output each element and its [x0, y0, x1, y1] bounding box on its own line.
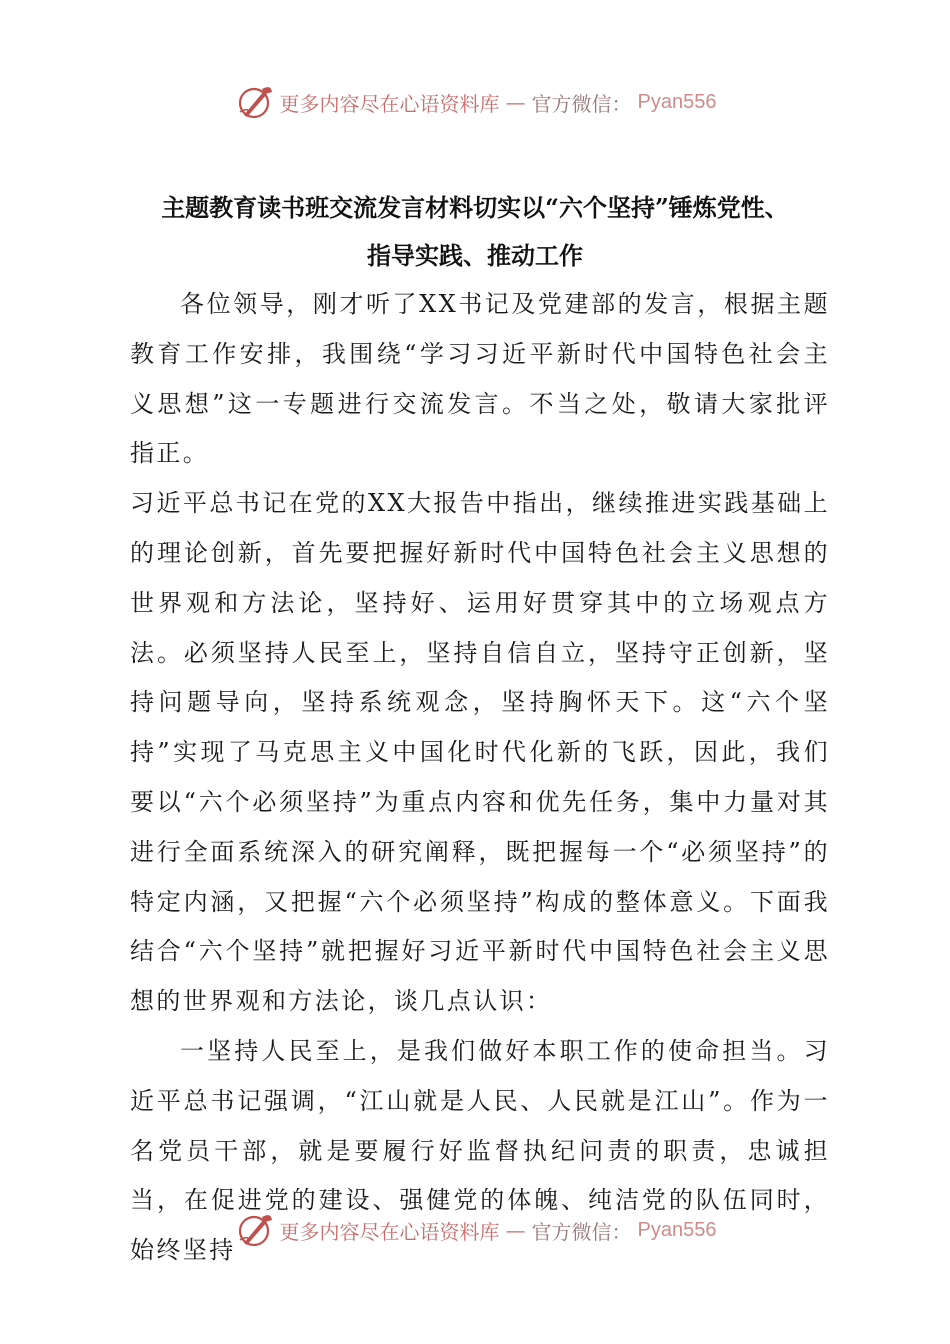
quill-pen-logo-icon	[234, 1210, 274, 1250]
paragraph-main: 习近平总书记在党的XX大报告中指出，继续推进实践基础上的理论创新，首先要把握好新时代中国特色社会主义思想的世界观和方法论，坚持好、运用好贯穿其中的立场观点方法。必须坚持人民至上，坚持自信自立，坚持守正创新，坚持问题导向，坚持系统观念，坚持胸怀天下。这“六个坚持”实现了马克思主义中国化时代化新的飞跃，因此，我们要以“六个必须坚持”为重点内容和优先任务，集中力量对其进行全面系统深入的研究阐释，既把握每一个“必须坚持”的特定内涵，又把握“六个必须坚持”构成的整体意义。下面我结合“六个坚持”就把握好习近平新时代中国特色社会主义思想的世界观和方法论，谈几点认识：	[130, 489, 830, 1016]
document-title-line-2: 指导实践、推动工作	[367, 241, 583, 270]
paragraph-opening: 各位领导，刚才听了XX书记及党建部的发言，根据主题教育工作安排，我围绕“学习习近平新时代中国特色社会主义思想”这一专题进行交流发言。不当之处，敬请大家批评指正。	[130, 290, 830, 468]
banner-separator: —	[505, 90, 526, 114]
banner-wechat-id: Pyan556	[637, 90, 717, 113]
banner-wechat-label: 官方微信：	[531, 91, 632, 116]
document-title-line-1: 主题教育读书班交流发言材料切实以“六个坚持”锤炼党性、	[161, 193, 789, 222]
banner-brand-text: 更多内容尽在心语资料库	[279, 91, 500, 116]
quill-pen-logo-icon	[234, 82, 274, 122]
footer-wechat-label: 官方微信：	[531, 1219, 632, 1244]
footer-wechat-id: Pyan556	[637, 1218, 717, 1241]
footer-banner	[0, 1208, 950, 1252]
header-banner	[0, 80, 950, 124]
document-body	[130, 280, 830, 1276]
paragraph-point-one: 一坚持人民至上，是我们做好本职工作的使命担当。习近平总书记强调，“江山就是人民、人民就是江山”。作为一名党员干部，就是要履行好监督执纪问责的职责，忠诚担当，在促进党的建设、强健党的体魄、纯洁党的队伍同时，始终坚持	[130, 1036, 830, 1265]
footer-brand-text: 更多内容尽在心语资料库	[279, 1219, 500, 1244]
footer-separator: —	[505, 1218, 526, 1242]
